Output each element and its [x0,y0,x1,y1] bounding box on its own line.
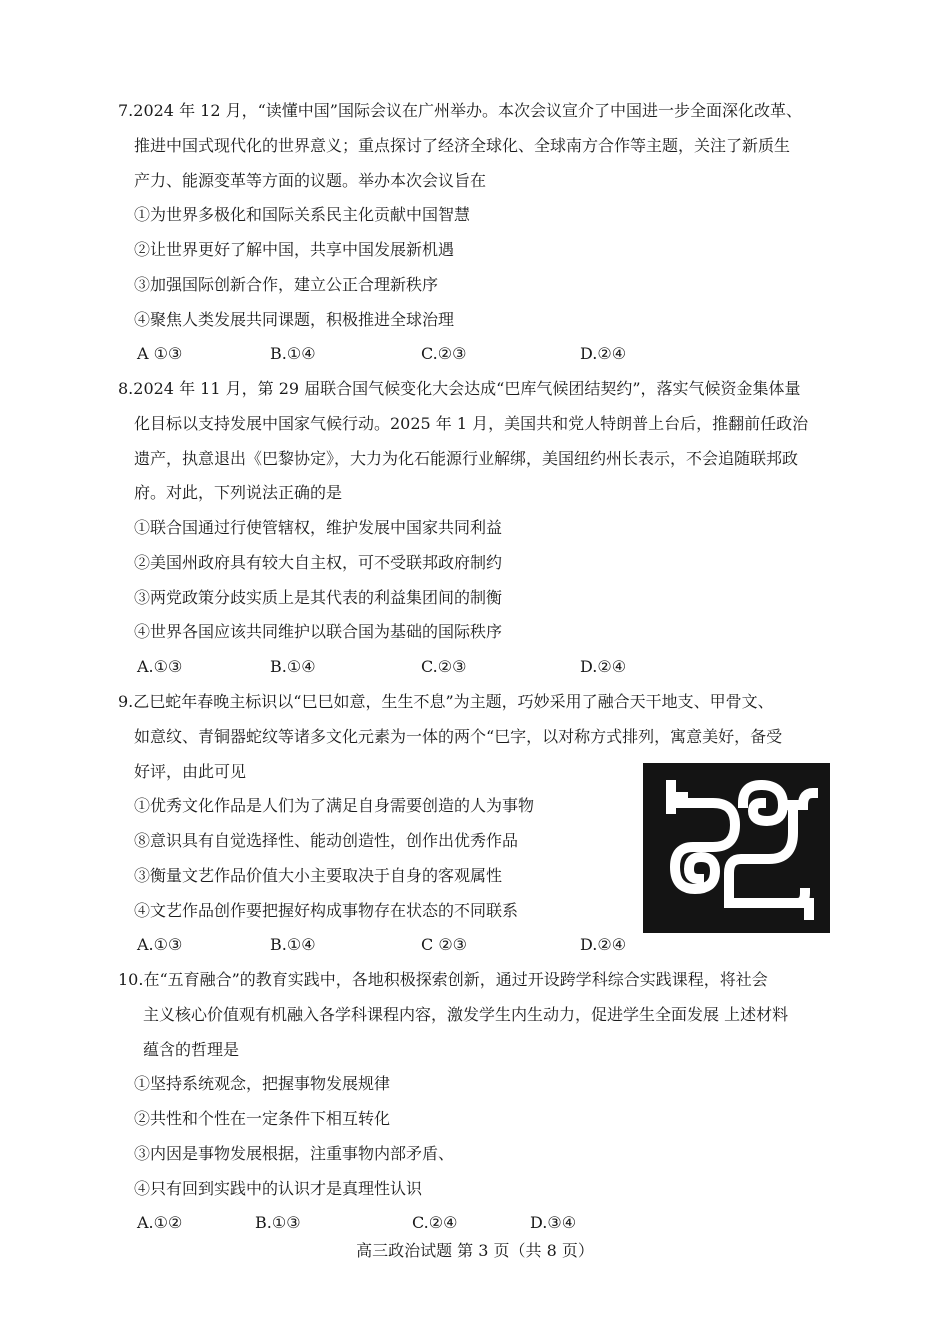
question-stem-line: 10.在“五育融合”的教育实践中，各地积极探索创新，通过开设跨学科综合实践课程，将社会 [118,970,768,989]
answer-option-c: C.②③ [421,344,467,363]
statement-item: ④文艺作品创作要把握好构成事物存在状态的不同联系 [134,901,519,920]
question-stem-line: 如意纹、青铜器蛇纹等诸多文化元素为一体的两个“巳字，以对称方式排列，寓意美好，备受 [134,727,783,746]
question-stem-line: 主义核心价值观有机融入各学科课程内容，激发学生内生动力，促进学生全面发展 上述材料 [143,1005,789,1024]
question-stem-line: 8.2024 年 11 月，第 29 届联合国气候变化大会达成“巴库气候团结契约”，落实气候资金集体量 [118,379,801,398]
question-stem-line: 9.乙巳蛇年春晚主标识以“巳巳如意，生生不息”为主题，巧妙采用了融合天干地支、甲骨文、 [118,692,774,711]
page-footer: 高三政治试题 第 3 页（共 8 页） [356,1241,594,1260]
answer-option-b: B.①③ [255,1213,301,1232]
statement-item: ③衡量文艺作品价值大小主要取决于自身的客观属性 [134,866,503,885]
statement-item: ③两党政策分歧实质上是其代表的利益集团间的制衡 [134,588,503,607]
statement-item: ④聚焦人类发展共同课题，积极推进全球治理 [134,310,455,329]
question-stem-line: 推进中国式现代化的世界意义；重点探讨了经济全球化、全球南方合作等主题，关注了新质生 [134,136,791,155]
statement-item: ①联合国通过行使管辖权，维护发展中国家共同利益 [134,518,503,537]
statement-item: ①优秀文化作品是人们为了满足自身需要创造的人为事物 [134,796,535,815]
statement-item: ③加强国际创新合作，建立公正合理新秩序 [134,275,439,294]
answer-option-b: B.①④ [270,935,316,954]
statement-item: ②让世界更好了解中国，共享中国发展新机遇 [134,240,455,259]
question-stem-line: 遗产，执意退出《巴黎协定》，大力为化石能源行业解绑，美国纽约州长表示，不会追随联邦政 [134,449,799,468]
answer-option-a: A.①③ [137,935,183,954]
question-stem-line: 7.2024 年 12 月，“读懂中国”国际会议在广州举办。本次会议宣介了中国进一步全面深化改革、 [118,101,802,120]
answer-option-d: D.②④ [580,657,627,676]
statement-item: ②共性和个性在一定条件下相互转化 [134,1109,391,1128]
question-stem-line: 产力、能源变革等方面的议题。举办本次会议旨在 [134,171,487,190]
answer-option-d: D.②④ [580,935,627,954]
answer-option-c: C.②③ [421,657,467,676]
statement-item: ①坚持系统观念，把握事物发展规律 [134,1074,391,1093]
statement-item: ④只有回到实践中的认识才是真理性认识 [134,1179,423,1198]
answer-option-c: C.②④ [412,1213,458,1232]
answer-option-c: C ②③ [421,935,468,954]
answer-option-a: A.①② [137,1213,183,1232]
statement-item: ②美国州政府具有较大自主权，可不受联邦政府制约 [134,553,503,572]
statement-item: ①为世界多极化和国际关系民主化贡献中国智慧 [134,205,471,224]
question-stem-line: 好评，由此可见 [134,762,247,781]
answer-option-b: B.①④ [270,657,316,676]
statement-item: ③内因是事物发展根据，注重事物内部矛盾、 [134,1144,455,1163]
answer-option-b: B.①④ [270,344,316,363]
answer-option-d: D.②④ [580,344,627,363]
statement-item: ⑧意识具有自觉选择性、能动创造性，创作出优秀作品 [134,831,519,850]
question-stem-line: 化目标以支持发展中国家气候行动。2025 年 1 月，美国共和党人特朗普上台后，推翻前任政治 [134,414,809,433]
question-stem-line: 府。对此，下列说法正确的是 [134,483,343,502]
answer-option-a: A ①③ [137,344,183,363]
answer-option-a: A.①③ [137,657,183,676]
statement-item: ④世界各国应该共同维护以联合国为基础的国际秩序 [134,622,503,641]
snake-year-emblem-image [643,763,830,933]
answer-option-d: D.③④ [530,1213,577,1232]
question-stem-line: 蕴含的哲理是 [143,1040,240,1059]
